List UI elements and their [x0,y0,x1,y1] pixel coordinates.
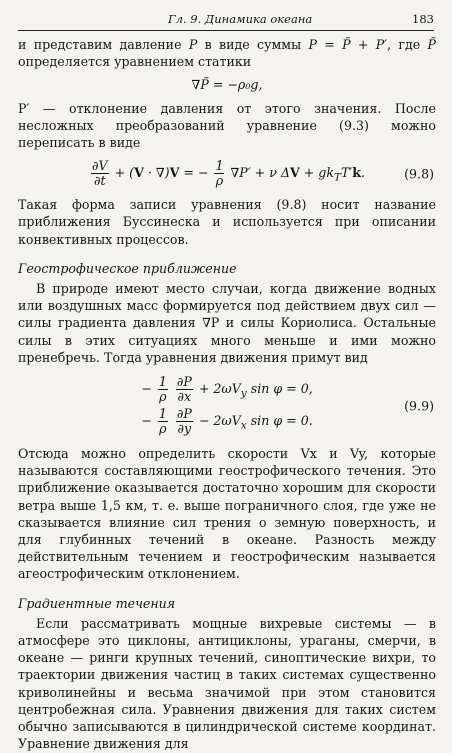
paragraph-intro: и представим давление P в виде суммы P = P̃ + P′, где P̃ определяется уравнением статики [18,37,437,70]
equation-number: (9.8) [404,166,434,182]
paragraph-boussinesq: Такая форма записи уравнения (9.8) носит название приближения Буссинеска и используется при описании конвективных процессов. [18,197,436,247]
equation-9-8: $\frac{\partial V}{\partial t}$ + (V · ∇)V = − $\frac{1}{\rho}$ ∇P′ + ν $\Delta V + gk_TT'k$. (9.8) [91,158,434,189]
paragraph-gradient: Если рассматривать мощные вихревые системы — в атмосфере это циклоны, антициклоны, ураганы, смерчи, в океане — ринги крупных течений, синоптические вихри, то траектории движения частиц в таких системах существенно криволинейны и весьма значимой при этом становится центробежная сила. Уравнения движения для таких систем обычно записываются в цилиндрической системе координат. Уравнение движения для [18,615,436,752]
running-header [18,8,434,31]
paragraph-geostrophic: В природе имеют место случаи, когда движение водных или воздушных масс формируется под действием двух сил — силы градиента давления ∇P и силы Кориолиса. Остальные силы в этих ситуациях много меньше и ими можно пренебречь. Тогда уравнения движения примут вид [18,281,436,365]
equation-number: (9.9) [404,397,434,413]
equation-9-9: − $\frac{1}{\rho}$ $\frac{\partial P}{\partial x}$ + $2\omega V_y$ sin φ = 0, − $\frac{1}{\rho}$ $\frac{\partial P}{\partial y}$ − $2\omega V_x$ sin φ = 0. (9.9) [141,374,434,437]
running-title: Гл. 9. Динамика океана [168,12,313,26]
section-title-gradient: Градиентные течения [18,595,176,611]
paragraph-geostrophic-current: Отсюда можно определить скорости Vx и Vy, которые называются составляющими геострофического течения. Это приближение оказывается достаточно хорошим для скорости ветра выше 1,5 км, т. е. выше пограничного слоя, где уже не сказывается влияние сил трения о земную поверхность, и для глубинных течений в океане. Разность между действительным течением и геострофическим называется агеострофическим отклонением. [18,446,436,582]
equation-statics: ∇P̃ = −ρ₀g, [191,77,263,93]
paragraph-deviation: P′ — отклонение давления от этого значения. После несложных преобразований уравнение (9.3) можно переписать в виде [18,100,436,151]
page-number: 183 [412,12,434,26]
section-title-geostrophic: Геострофическое приближение [18,260,237,276]
page-body [18,36,436,753]
